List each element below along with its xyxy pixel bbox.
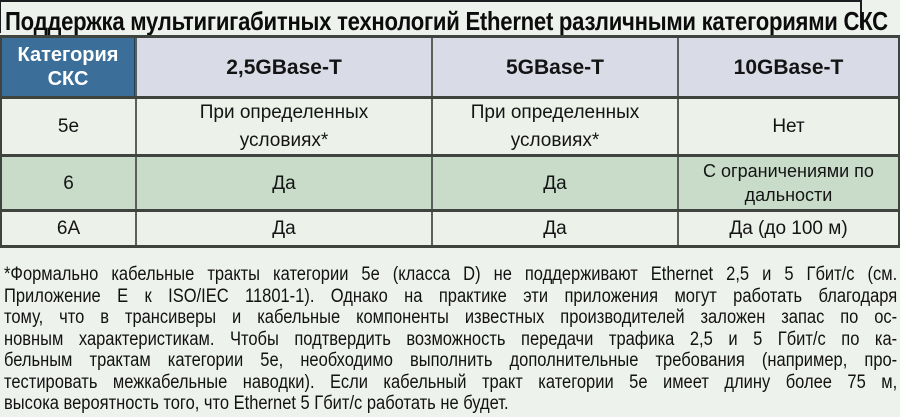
table-row-cat5e [2, 96, 898, 154]
footnote-line: высока вероятность того, что Ethernet 5 Гбит/с работать не будет. [4, 393, 509, 414]
cell-category-5e: 5е [2, 99, 135, 154]
cell-6-5g: Да [431, 157, 677, 209]
footnote [4, 264, 897, 415]
page-title: Поддержка мультигигабитных технологий Ethernet различными категориями СКС [5, 6, 888, 36]
cell-5e-5g [431, 99, 677, 154]
cell-text: При определенных условиях* [470, 101, 640, 151]
ethernet-support-table [0, 35, 900, 248]
table-row-cat6a [2, 209, 898, 245]
title-top-rule [0, 0, 862, 2]
cell-category-6a: 6А [2, 212, 135, 245]
footnote-line: Приложение Е к ISO/IEC 11801-1). Однако на практике эти приложения могут работать благодаря [4, 285, 898, 307]
cell-text: С ограничениями по дальности [703, 161, 874, 205]
cell-5e-10g: Нет [677, 99, 898, 154]
footnote-line: тому, что в трансиверы и кабельные компоненты известных производителей заложен запас по ос- [4, 307, 898, 328]
footnote-line: *Формально кабельные тракты категории 5е (класса D) не поддерживают Ethernet 2,5 и 5 Гбит/с (см. [4, 264, 898, 285]
footnote-line: тестировать межкабельные наводки). Если кабельный тракт категории 5е имеет длину более 75 м, [4, 371, 898, 393]
title-bar [0, 0, 900, 35]
cell-6-10g [677, 157, 898, 209]
header-5gbase-t: 5GBase-T [431, 38, 677, 96]
cell-6a-10g: Да (до 100 м) [677, 212, 898, 245]
cell-6a-2-5g: Да [135, 212, 431, 245]
table-header-row [2, 38, 898, 96]
cell-text: При определенных условиях* [199, 101, 369, 151]
cell-6a-5g: Да [431, 212, 677, 245]
cell-6-2-5g: Да [135, 157, 431, 209]
header-2-5gbase-t: 2,5GBase-T [135, 38, 431, 96]
table-row-cat6 [2, 154, 898, 209]
header-category: Категория СКС [2, 38, 135, 96]
cell-category-6: 6 [2, 157, 135, 209]
title-left-tick [0, 0, 1, 33]
cell-5e-2-5g [135, 99, 431, 154]
footnote-line: бельным трактам категории 5е, необходимо выполнить дополнительные требования (например, про- [4, 350, 898, 371]
footnote-line: новным характеристикам. Чтобы подтвердить возможность передачи трафика 2,5 и 5 Гбит/с по ка- [4, 328, 898, 350]
header-10gbase-t: 10GBase-T [677, 38, 898, 96]
